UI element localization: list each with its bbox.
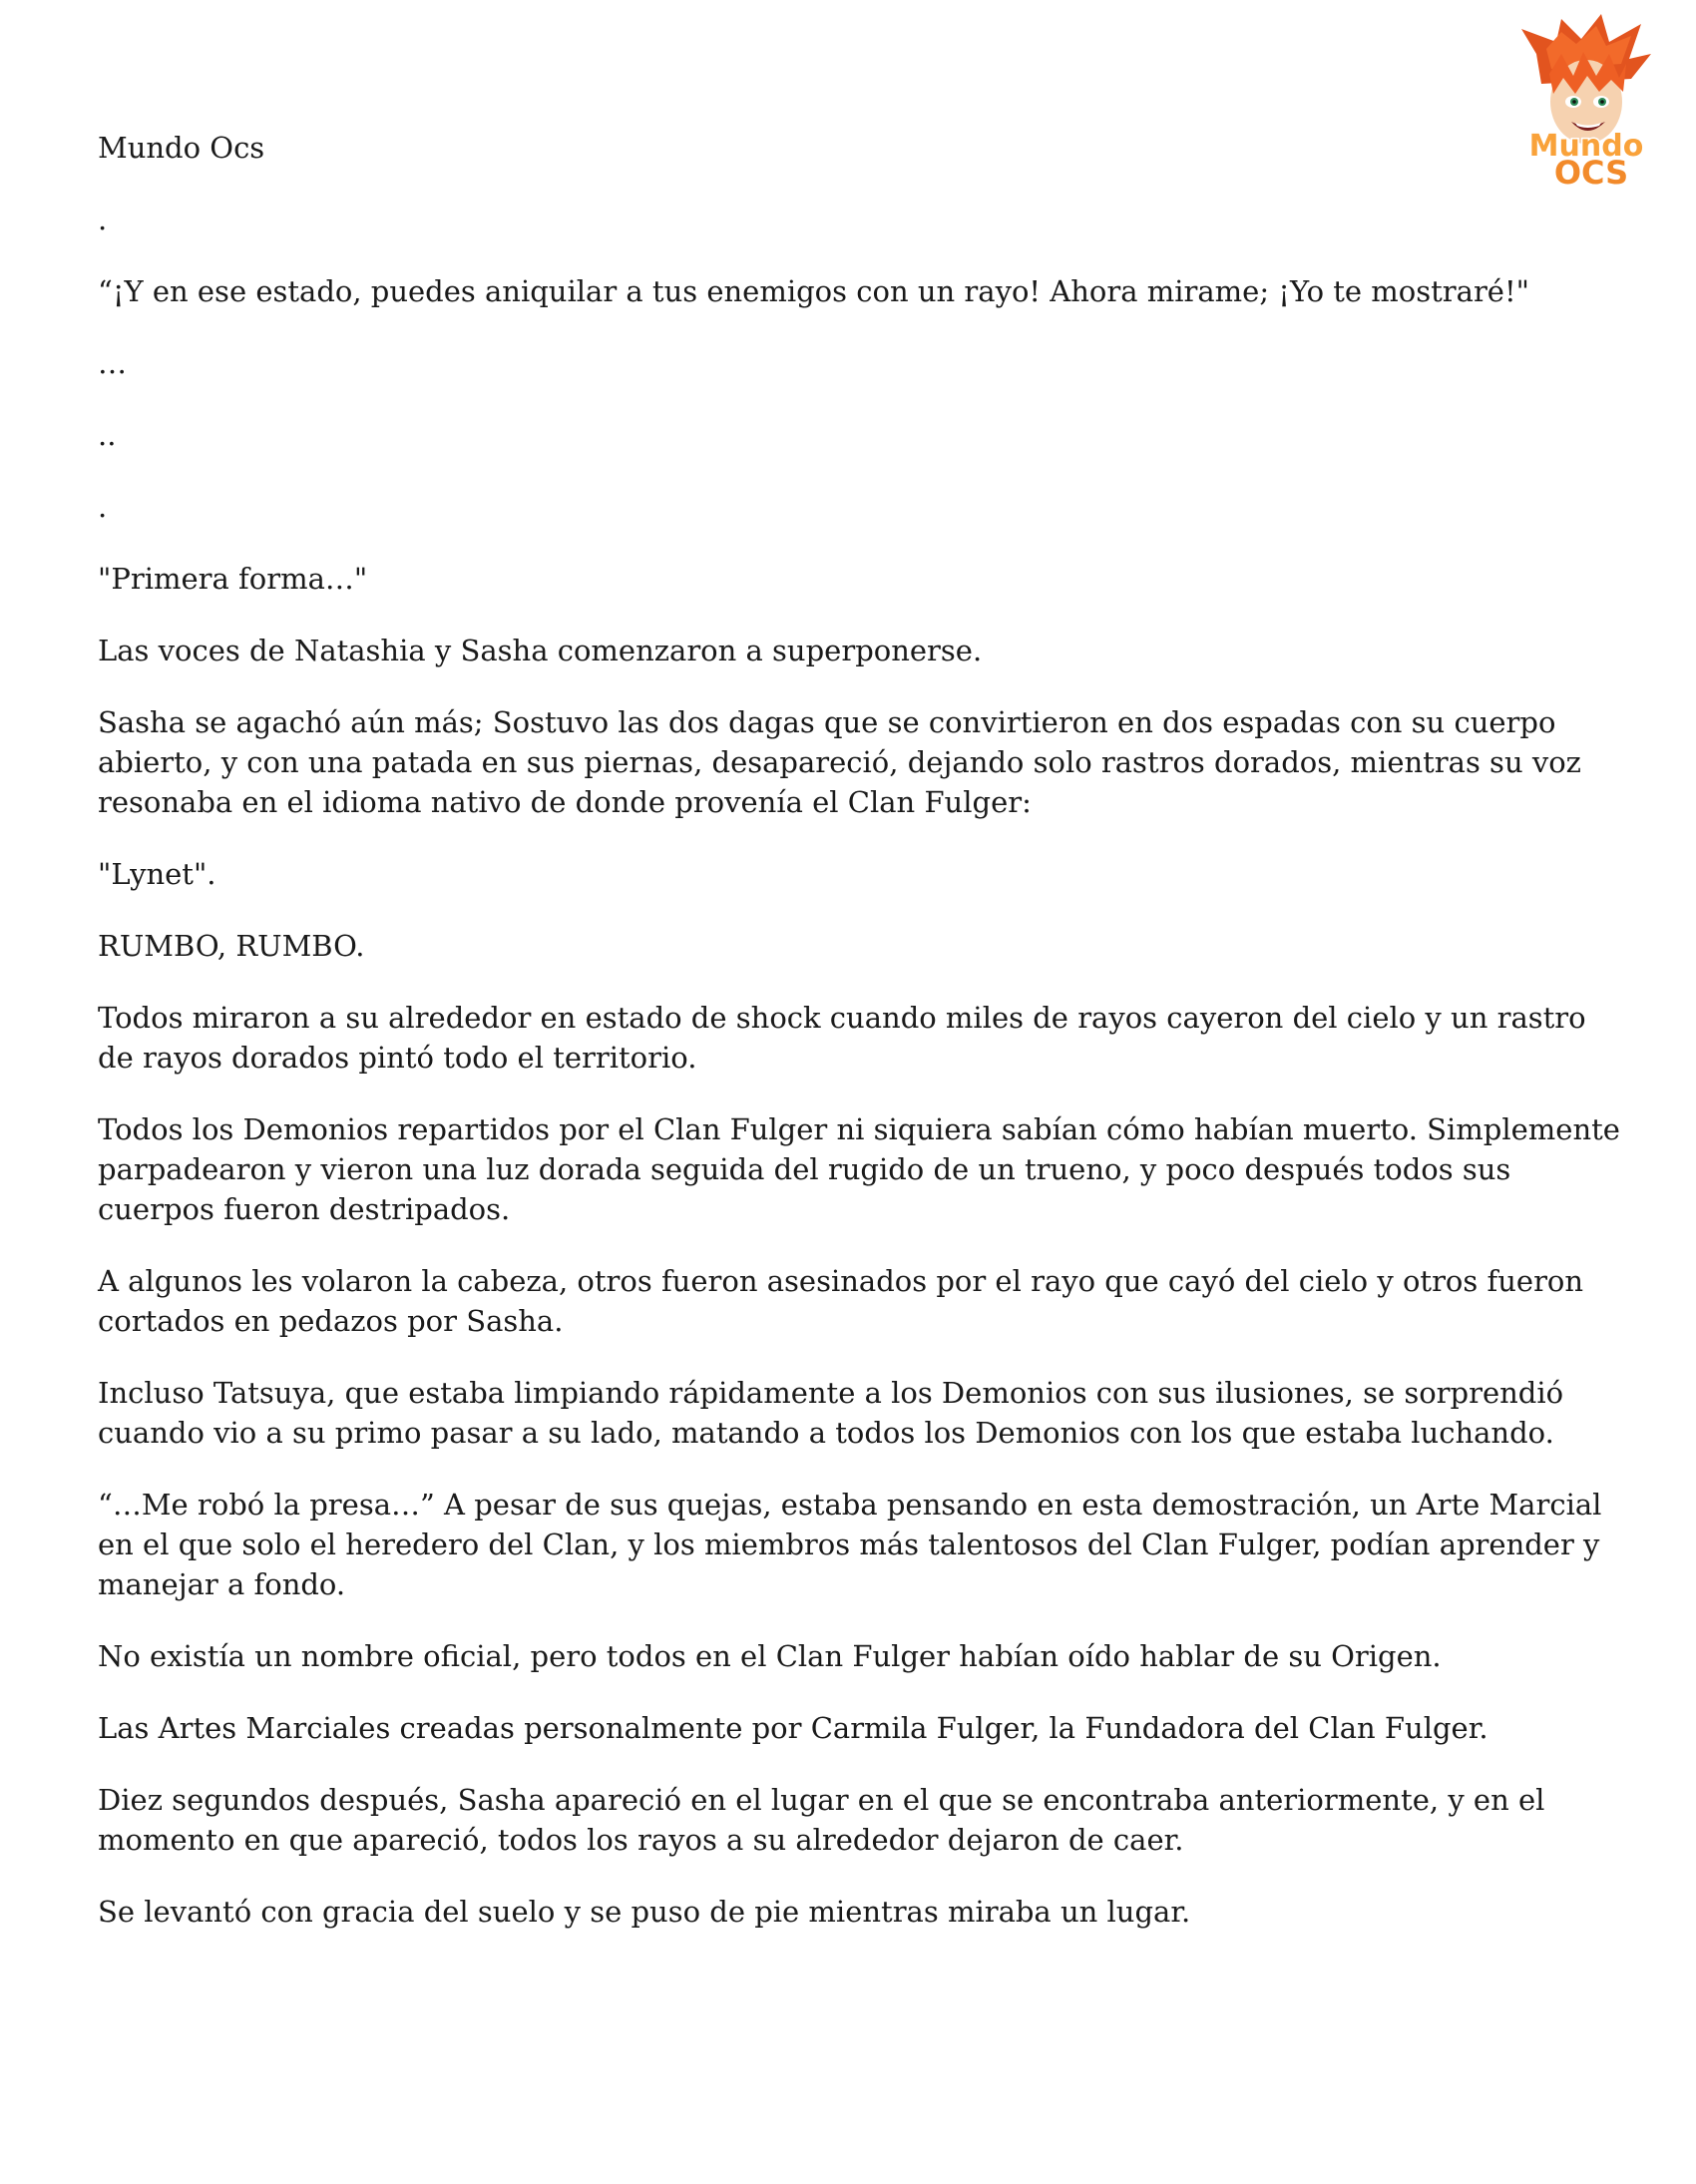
paragraph: No existía un nombre oficial, pero todos en el Clan Fulger habían oído hablar de su Origen. xyxy=(98,1639,1442,1673)
document-heading: Mundo Ocs xyxy=(98,131,265,165)
separator-ellipsis: … xyxy=(98,346,127,380)
logo-text-mundo: Mundo xyxy=(1528,129,1644,164)
paragraph: RUMBO, RUMBO. xyxy=(98,929,365,963)
paragraph: Todos los Demonios repartidos por el Clan Fulger ni siquiera sabían cómo habían muerto. Simplemente parpadearon y vieron una luz dorada seguida del rugido de un trueno, y poco después todos sus cuerpos fueron destripados. xyxy=(98,1112,1620,1226)
separator-dot: . xyxy=(98,490,108,524)
paragraph: "Primera forma…" xyxy=(98,562,368,596)
paragraph: Todos miraron a su alrededor en estado de shock cuando miles de rayos cayeron del cielo y un rastro de rayos dorados pintó todo el territorio. xyxy=(98,1001,1586,1075)
paragraph: Sasha se agachó aún más; Sostuvo las dos dagas que se convirtieron en dos espadas con su cuerpo abierto, y con una patada en sus piernas, desapareció, dejando solo rastros dorados, mientras su voz resonaba en el idioma nativo de donde provenía el Clan Fulger: xyxy=(98,705,1581,819)
separator-dot: . xyxy=(98,203,108,236)
paragraph: A algunos les volaron la cabeza, otros fueron asesinados por el rayo que cayó del cielo y otros fueron cortados en pedazos por Sasha. xyxy=(98,1264,1584,1338)
document-body xyxy=(98,128,1624,1964)
paragraph: Se levantó con gracia del suelo y se puso de pie mientras miraba un lugar. xyxy=(98,1895,1191,1929)
paragraph: Las Artes Marciales creadas personalmente por Carmila Fulger, la Fundadora del Clan Fulger. xyxy=(98,1711,1488,1745)
paragraph: "Lynet". xyxy=(98,857,216,891)
paragraph: “…Me robó la presa…” A pesar de sus quejas, estaba pensando en esta demostración, un Arte Marcial en el que solo el heredero del Clan, y los miembros más talentosos del Clan Fulger, podían aprender y manejar a fondo. xyxy=(98,1488,1602,1601)
paragraph: “¡Y en ese estado, puedes aniquilar a tus enemigos con un rayo! Ahora mirame; ¡Yo te mostraré!" xyxy=(98,274,1529,308)
paragraph: Las voces de Natashia y Sasha comenzaron a superponerse. xyxy=(98,634,983,667)
logo-text-ocs: OCS xyxy=(1553,154,1629,189)
paragraph: Incluso Tatsuya, que estaba limpiando rápidamente a los Demonios con sus ilusiones, se sorprendió cuando vio a su primo pasar a su lado, matando a todos los Demonios con los que estaba luchando. xyxy=(98,1376,1564,1450)
separator-dots: .. xyxy=(98,418,117,452)
paragraph: Diez segundos después, Sasha apareció en el lugar en el que se encontraba anteriormente, y en el momento en que apareció, todos los rayos a su alrededor dejaron de caer. xyxy=(98,1783,1545,1857)
